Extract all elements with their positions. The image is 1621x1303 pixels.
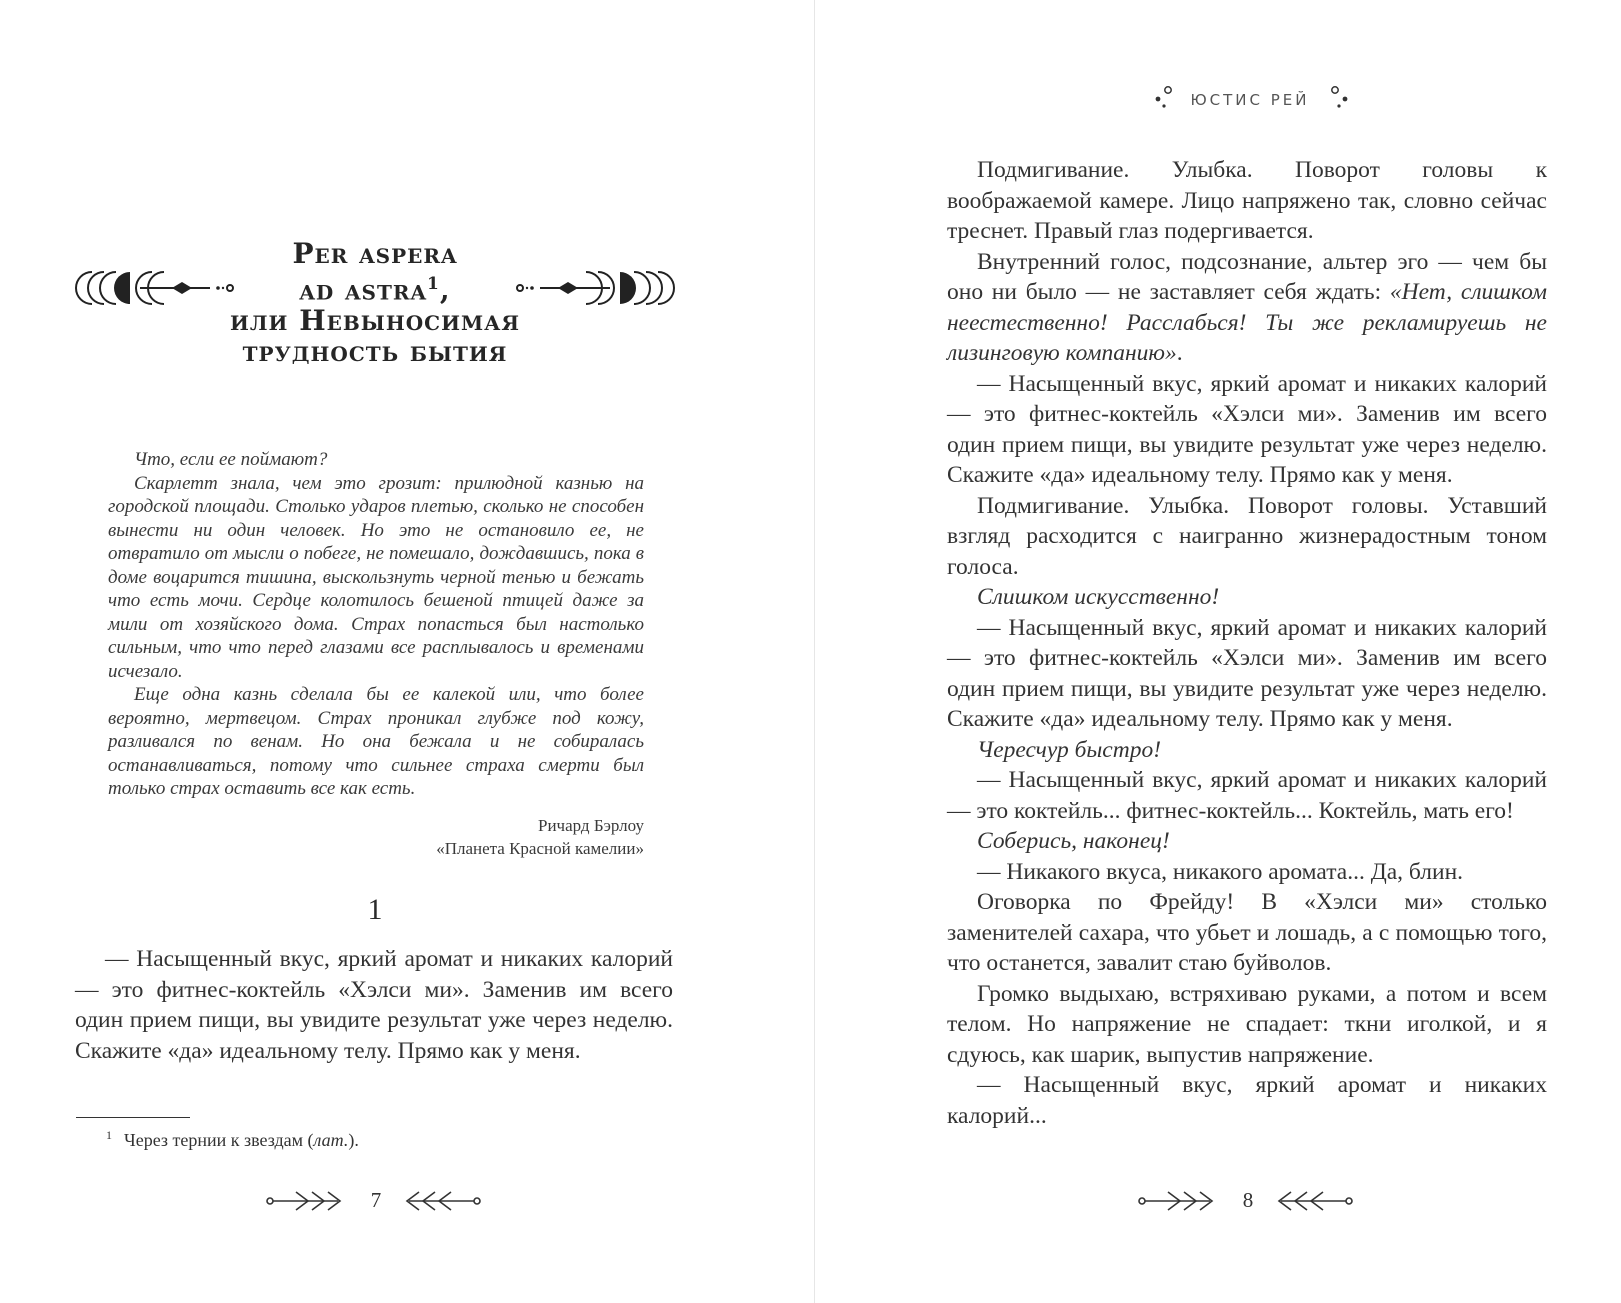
- body-paragraph: — Никакого вкуса, никакого аромата... Да, блин.: [977, 858, 1464, 885]
- chapter-number: 1: [367, 893, 383, 926]
- body-paragraph: — Насыщенный вкус, яркий аромат и никаких калорий — это коктейль... фитнес-коктейль... Коктейль, мать его!: [947, 767, 1547, 824]
- footnote: [106, 1128, 359, 1151]
- footnote-text: Через тернии к звездам (: [124, 1130, 314, 1150]
- page-gutter: [814, 0, 815, 1303]
- left-page-body: [75, 944, 673, 1066]
- dots-ornament-right-icon: [1325, 82, 1355, 116]
- body-paragraph: — Насыщенный вкус, яркий аромат и никаких калорий — это фитнес-коктейль «Хэлси ми». Заменив им всего один прием пищи, вы увидите результат уже через неделю. Скажите «да» идеальному телу. Прямо как у меня.: [75, 946, 673, 1064]
- epigraph: [108, 448, 644, 801]
- arrow-ornament-left-icon: [1138, 1189, 1218, 1213]
- footnote-tail: ).: [348, 1130, 359, 1150]
- body-paragraph: Подмигивание. Улыбка. Поворот головы. Уставший взгляд расходится с наигранно жизнерадостным тоном голоса.: [947, 492, 1547, 580]
- page-number: 8: [1242, 1188, 1254, 1212]
- page-number: 7: [370, 1188, 382, 1212]
- footnote-rule: [76, 1117, 190, 1118]
- page-number-left: [266, 1182, 486, 1222]
- footnote-italic: лат.: [313, 1130, 349, 1150]
- epigraph-paragraph: Что, если ее поймают?: [134, 449, 328, 470]
- arrow-ornament-right-icon: [401, 1189, 481, 1213]
- epigraph-book: «Планета Красной камелии»: [436, 839, 644, 858]
- epigraph-paragraph: Скарлетт знала, чем это грозит: прилюдной казнью на городской площади. Столько ударов плетью, сколько не способен вынести ни один человек. Но это не остановило ее, не отвратило от мысли о побеге, не помешало, дождавшись, пока в доме воцарится тишина, выскользнуть черной тенью и бежать что есть мочи. Сердце колотилось бешеной птицей даже за мили от хозяйского дома. Страх попасться был настолько сильным, что что перед глазами все расплывалось и временами исчезало.: [108, 472, 644, 682]
- body-paragraph: — Насыщенный вкус, яркий аромат и никаких калорий — это фитнес-коктейль «Хэлси ми». Заменив им всего один прием пищи, вы увидите результат уже через неделю. Скажите «да» идеальному телу. Прямо как у меня.: [947, 614, 1547, 732]
- arrow-ornament-right-icon: [1273, 1189, 1353, 1213]
- body-paragraph: Громко выдыхаю, встряхиваю руками, а потом и всем телом. Но напряжение не спадает: ткни иголкой, и я сдуюсь, как шарик, выпустив напряжение.: [947, 980, 1547, 1068]
- chapter-title-line-2: ad astra$^1$,: [299, 273, 451, 307]
- inner-voice-quote: «Нет, слишком неестественно! Расслабься! Ты же рекламируешь не лизинговую компанию»: [947, 279, 1548, 366]
- page-number-right: [1138, 1182, 1358, 1222]
- epigraph-source: [436, 814, 644, 860]
- right-page-body: [947, 155, 1547, 1131]
- chapter-title-line-3: или Невыносимая: [229, 304, 521, 338]
- body-paragraph-italic: Слишком искусственно!: [977, 584, 1220, 610]
- arrow-ornament-left-icon: [266, 1189, 346, 1213]
- body-paragraph: Оговорка по Фрейду! В «Хэлси ми» столько заменителей сахара, что убьет и лошадь, а с помощью того, что останется, завалит стаю буйволов.: [947, 889, 1547, 976]
- chapter-heading: [70, 238, 680, 378]
- body-paragraph-italic: Чересчур быстро!: [977, 736, 1162, 763]
- running-head-author: ЮСТИС РЕЙ: [1190, 91, 1310, 109]
- footnote-number: 1: [106, 1128, 112, 1142]
- body-paragraph: — Насыщенный вкус, яркий аромат и никаких калорий...: [947, 1072, 1547, 1129]
- body-paragraph: Внутренний голос, подсознание, альтер эго — чем бы оно ни было — не заставляет себя ждать: «Нет, слишком неестественно! Расслабься! Ты же рекламируешь не лизинговую компанию».: [947, 248, 1548, 366]
- chapter-title: [210, 238, 540, 367]
- footnote-marker: 1: [427, 274, 440, 294]
- chapter-title-line-1: Per aspera: [292, 237, 458, 270]
- epigraph-paragraph: Еще одна казнь сделала бы ее калекой или, что более вероятно, мертвецом. Страх проникал глубже под кожу, разливался по венам. Но она бежала и не собиралась останавливаться, потому что сильнее страха смерти был только страх оставить все как есть.: [108, 684, 644, 799]
- running-head: [1140, 78, 1360, 118]
- moon-phase-ornament-right: [510, 268, 680, 308]
- body-paragraph-italic: Соберись, наконец!: [977, 828, 1170, 854]
- epigraph-author: Ричард Бэрлоу: [538, 816, 644, 835]
- body-paragraph: — Насыщенный вкус, яркий аромат и никаких калорий — это фитнес-коктейль «Хэлси ми». Заменив им всего один прием пищи, вы увидите результат уже через неделю. Скажите «да» идеальному телу. Прямо как у меня.: [947, 370, 1547, 488]
- chapter-title-line-4: трудность бытия: [242, 335, 508, 369]
- body-paragraph: Подмигивание. Улыбка. Поворот головы к воображаемой камере. Лицо напряжено так, словно сейчас треснет. Правый глаз подергивается.: [947, 157, 1547, 244]
